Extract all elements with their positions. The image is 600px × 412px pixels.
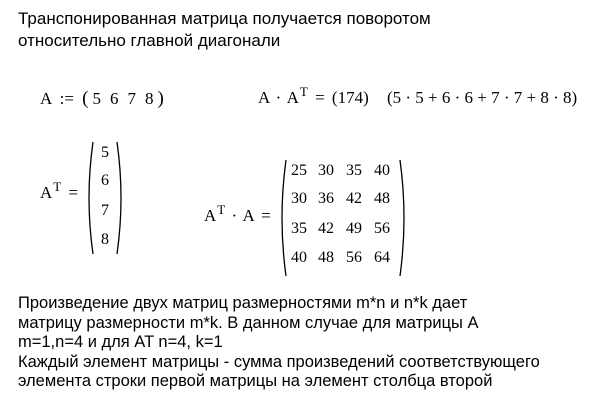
- product-scalar: [258, 84, 578, 108]
- ata-matrix: [278, 158, 408, 278]
- at-value-1: 5: [101, 144, 109, 161]
- ata-label: [204, 202, 271, 226]
- matrix-cell-r4-c4: 64: [374, 249, 390, 266]
- matrix-cell-r1-c1: 25: [291, 162, 307, 179]
- def-a-open-paren: (: [82, 88, 89, 109]
- at-vector: [85, 140, 125, 256]
- product-a: A: [258, 88, 270, 107]
- explanation-line-2: матрицу размерности m*k. В данном случае для матрицы А: [18, 313, 479, 332]
- definition-a: [40, 88, 164, 110]
- def-a-assign: :=: [59, 89, 74, 108]
- at-value-3: 7: [101, 202, 109, 219]
- explanation-line-1: Произведение двух матриц размерностями m*n и n*k дает: [18, 294, 468, 312]
- matrix-cell-r3-c4: 56: [374, 220, 390, 237]
- at-equals: =: [68, 183, 79, 202]
- matrix-cell-r1-c4: 40: [374, 162, 390, 179]
- ata-a: A: [204, 206, 217, 225]
- explanation-line-4: Каждый элемент матрицы - сумма произведений соответствующего: [18, 352, 540, 371]
- ata-dot: ·: [231, 206, 238, 225]
- matrix-cell-r1-c2: 30: [318, 162, 334, 179]
- matrix-cell-r2-c4: 48: [374, 190, 390, 207]
- ata-sup-t: T: [217, 202, 226, 217]
- explanation-line-3: m=1,n=4 и для AT n=4, k=1: [18, 333, 223, 351]
- matrix-cell-r2-c2: 36: [318, 190, 334, 207]
- matrix-cell-r4-c2: 48: [318, 249, 334, 266]
- explanation-line-5: элемента строки первой матрицы на элемент столбца второй: [18, 372, 493, 390]
- def-a-value-4: 8: [144, 89, 154, 108]
- matrix-cell-r3-c1: 35: [291, 220, 307, 237]
- product-result: (174): [331, 88, 369, 107]
- matrix-cell-r3-c3: 49: [346, 220, 362, 237]
- product-sup-t: T: [299, 84, 308, 99]
- title-line-2: относительно главной диагонали: [18, 31, 281, 50]
- title-line-1: Транспонированная матрица получается поворотом: [18, 9, 431, 28]
- matrix-cell-r4-c1: 40: [291, 249, 307, 266]
- product-a2: A: [286, 88, 299, 107]
- matrix-cell-r4-c3: 56: [346, 249, 362, 266]
- ata-equals: =: [261, 206, 271, 225]
- matrix-cell-r2-c3: 42: [346, 190, 362, 207]
- at-label: [40, 179, 79, 203]
- matrix-cell-r2-c1: 30: [291, 190, 307, 207]
- ata-a2: A: [242, 206, 254, 225]
- at-value-4: 8: [101, 231, 109, 248]
- at-lhs: A: [40, 183, 53, 202]
- def-a-value-1: 5: [92, 89, 101, 108]
- product-expansion: (5 · 5 + 6 · 6 + 7 · 7 + 8 · 8): [386, 88, 578, 107]
- title: [18, 8, 431, 52]
- product-dot: ·: [275, 88, 282, 107]
- matrix-cell-r1-c3: 35: [346, 162, 362, 179]
- matrix-cell-r3-c2: 42: [318, 220, 334, 237]
- product-equals: =: [315, 88, 325, 107]
- def-a-value-2: 6: [109, 89, 119, 108]
- def-a-lhs: A: [40, 89, 52, 108]
- at-sup-t: T: [53, 179, 62, 194]
- def-a-close-paren: ): [157, 88, 164, 109]
- at-value-2: 6: [101, 172, 109, 189]
- def-a-value-3: 7: [127, 89, 136, 108]
- explanation: [18, 294, 540, 392]
